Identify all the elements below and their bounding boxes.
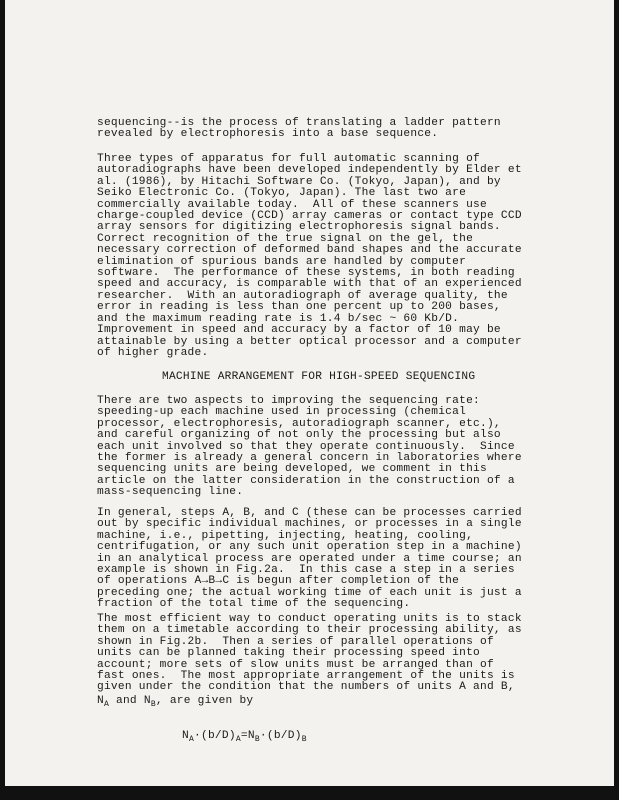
paragraph-general-steps: In general, steps A, B, and C (these can be processes carried out by specific individual machines, or processes in a single machine, i.e., pipetting, injecting, heating, cooling, centrifugation, or any such unit operation step in a machine) in an analytical process are operated under a time course; an example is shown in Fig.2a. In this case a step in a series of operations A→B→C is begun after completion of the preceding one; the actual working time of each unit is just a fraction of the total time of the sequencing. — [97, 507, 522, 611]
paragraph-scanners: Three types of apparatus for full automatic scanning of autoradiographs have been developed independently by Elder et al. (1986), by Hitachi Software Co. (Tokyo, Japan), and by Seiko Electronic Co. (Tokyo, Japan). The last two are commercially available today. All of these scanners use charge-coupled device (CCD) array cameras or contact type CCD array sensors for digitizing electrophoresis signal bands. Correct recognition of the true signal on the gel, the necessary correction of deformed band shapes and the accurate elimination of spurious bands are handled by computer software. The performance of these systems, in both reading speed and accuracy, is comparable with that of an experienced researcher. With an autoradiograph of average quality, the error in reading is less than one percent up to 200 bases, and the maximum reading rate is 1.4 b/sec ~ 60 Kb/D. Improvement in speed and accuracy by a factor of 10 may be attainable by using a better optical processor and a computer of higher grade. — [97, 153, 522, 359]
paragraph-efficient-way: The most efficient way to conduct operating units is to stack them on a timetable according to their processing ability, as shown in Fig.2b. Then a series of parallel operations of units can be planned taking their processing speed into account; more sets of slow units must be arranged than of fast ones. The most appropriate arrangement of the units is given under the condition that the numbers of units A and B, — [97, 613, 522, 694]
section-heading: MACHINE ARRANGEMENT FOR HIGH-SPEED SEQUENCING — [162, 371, 476, 383]
document-page — [5, 0, 614, 786]
paragraph-intro: sequencing--is the process of translating a ladder pattern revealed by electrophoresis into a base sequence. — [97, 117, 501, 141]
paragraph-aspects: There are two aspects to improving the sequencing rate: speeding-up each machine used in processing (chemical processor, electrophoresis, autoradiograph scanner, etc.), and careful organizing of not only the processing but also each unit involved so that they operate continuously. Since the former is already a general concern in laboratories where sequencing units are being developed, we comment in this article on the latter consideration in the construction of a mass-sequencing line. — [97, 395, 522, 499]
paragraph-last-line: $N_A$ and $N_B$, are given by — [97, 695, 254, 709]
equation: $N_A\cdot(b/D)_A=N_B\cdot(b/D)_B$ — [182, 730, 307, 744]
